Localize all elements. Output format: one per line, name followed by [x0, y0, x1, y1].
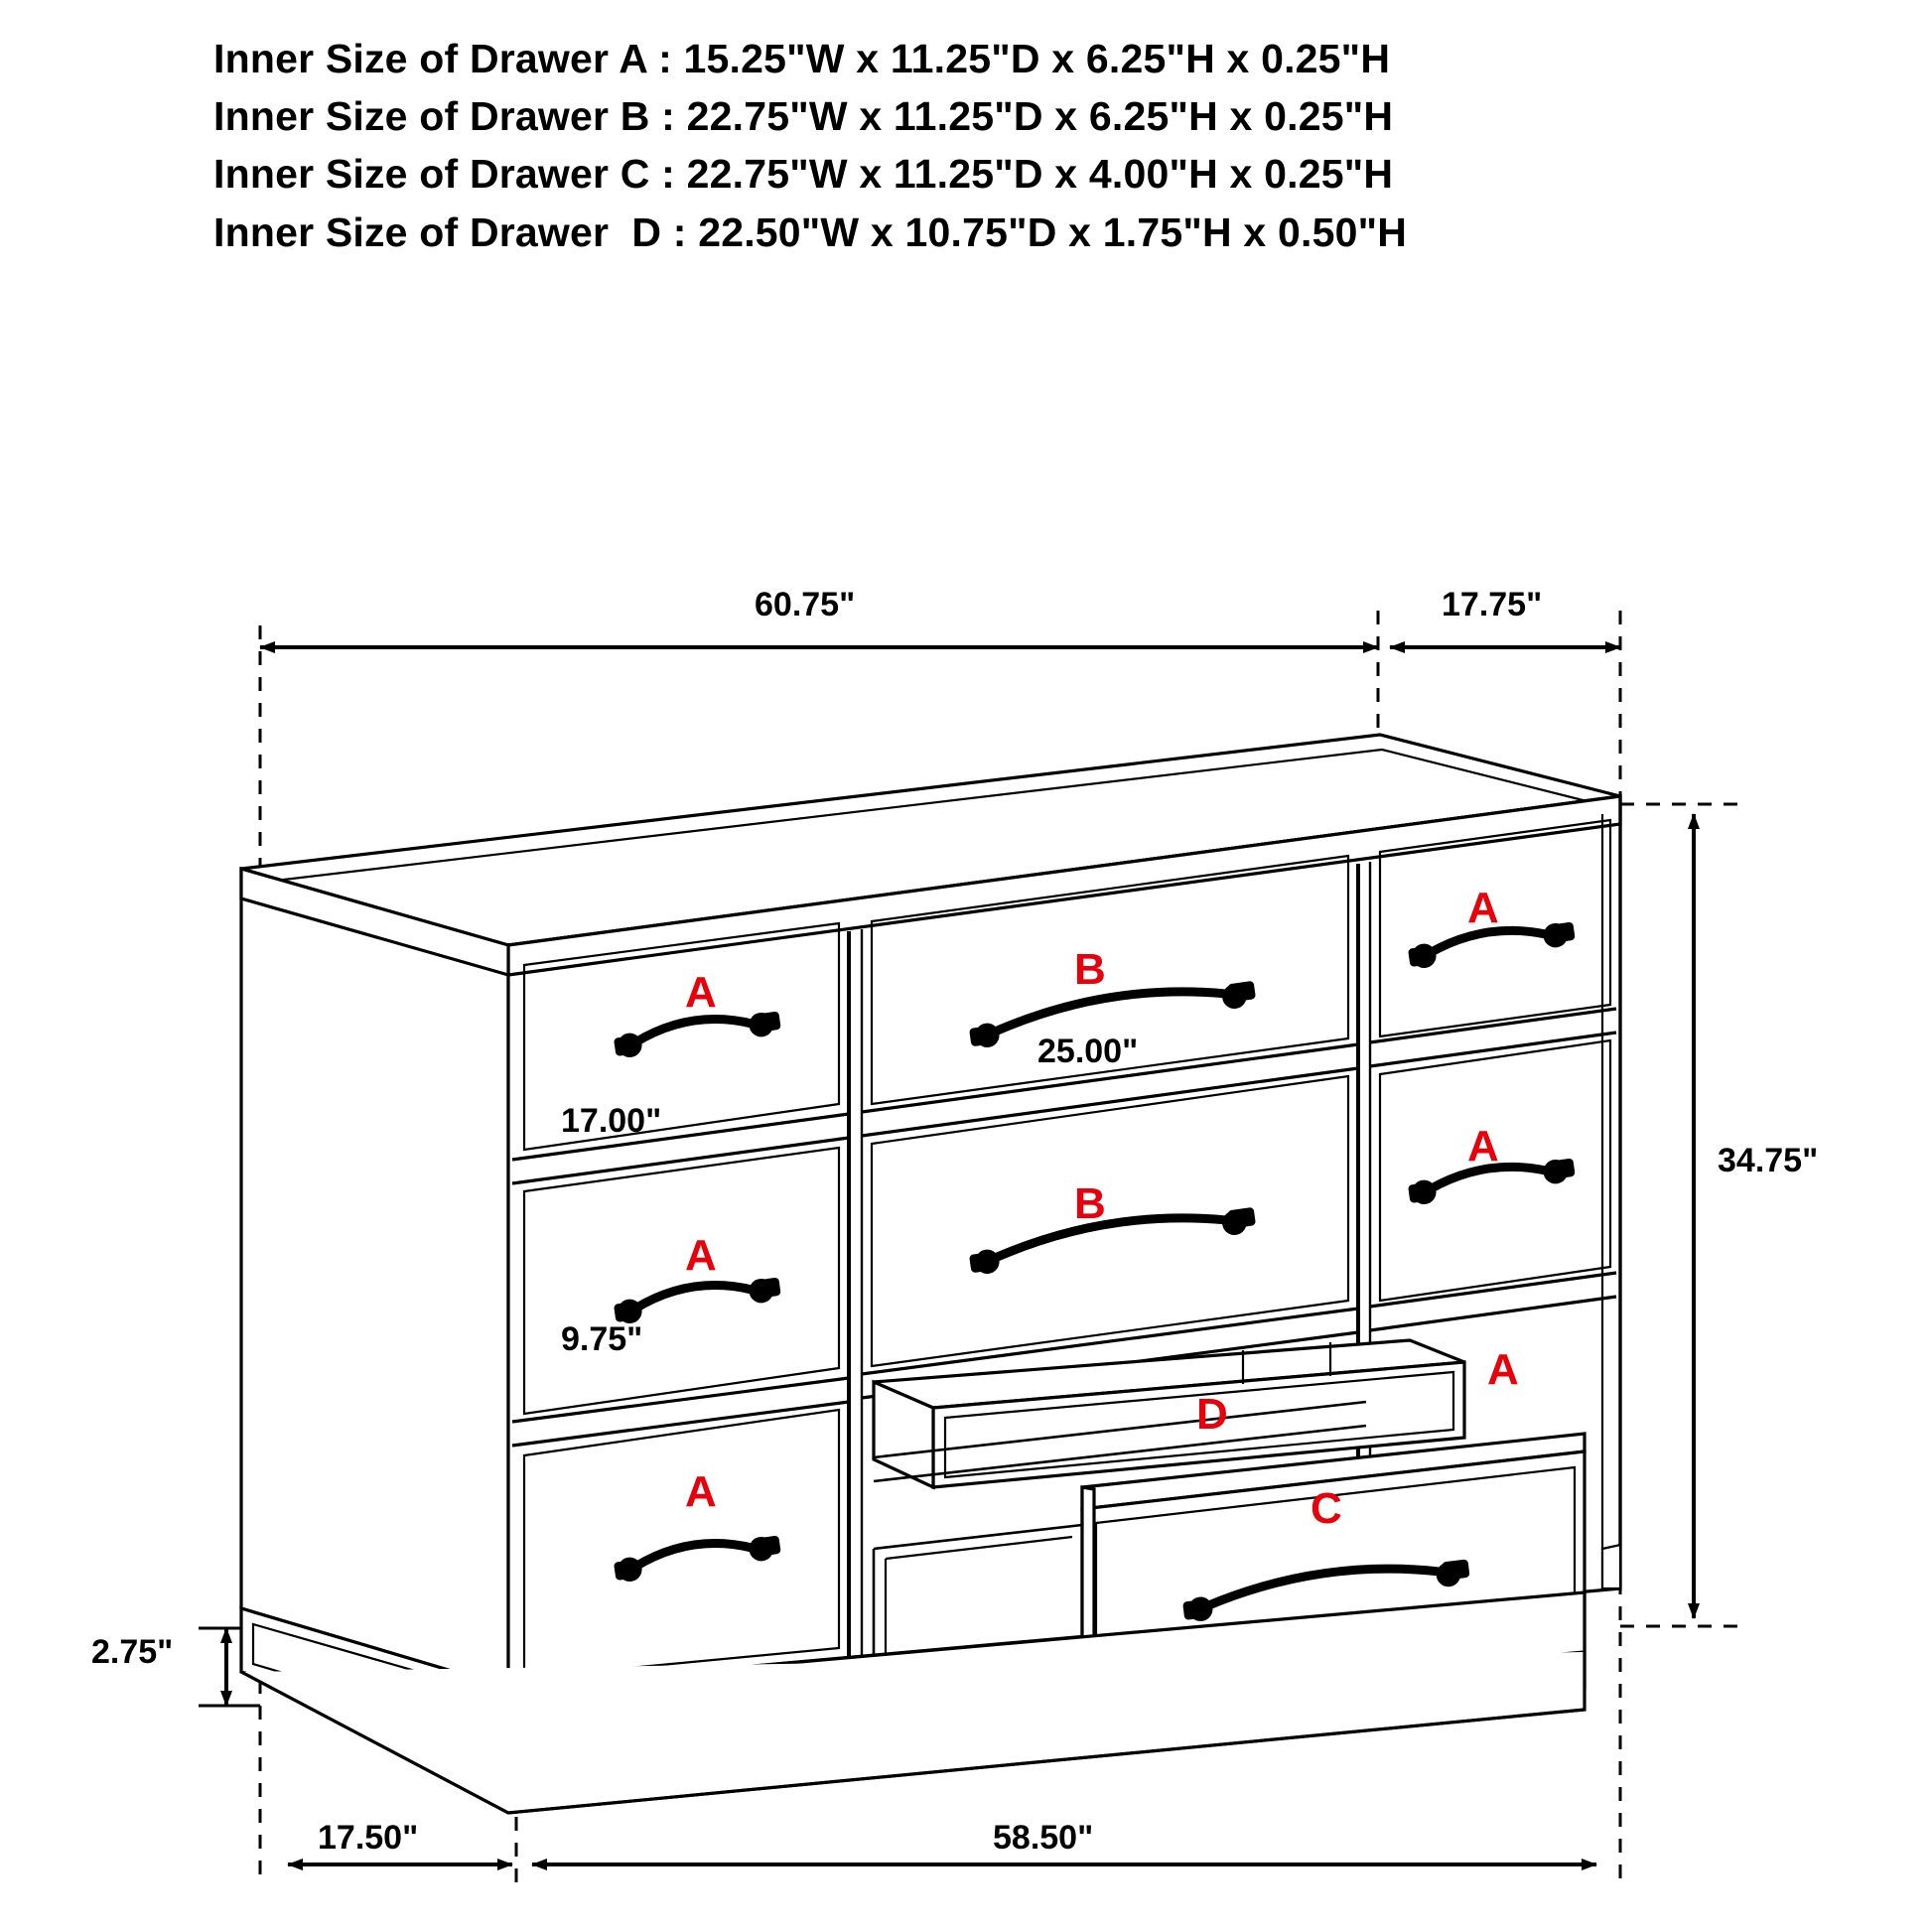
spec-line-d: Inner Size of Drawer D : 22.50"W x 10.75"D x 1.75"H x 0.50"H [213, 208, 1408, 255]
dim-right-height: 34.75" [1718, 1142, 1819, 1179]
spec-line-a: Inner Size of Drawer A : 15.25"W x 11.25"D x 6.25"H x 0.25"H [213, 36, 1391, 81]
label-drawer-left-middle: A [685, 1231, 717, 1280]
spec-line-b: Inner Size of Drawer B : 22.75"W x 11.25"D x 6.25"H x 0.25"H [213, 93, 1394, 140]
dim-inner-height: 9.75" [561, 1320, 643, 1358]
dim-top-depth: 17.75" [1442, 586, 1543, 623]
label-drawer-right-middle: A [1467, 1122, 1499, 1171]
dim-top-width: 60.75" [755, 586, 856, 623]
label-drawer-left-bottom: A [685, 1467, 717, 1516]
label-drawer-tray: D [1196, 1390, 1228, 1439]
dim-bottom-depth: 17.50" [318, 1819, 419, 1857]
spec-line-c: Inner Size of Drawer C : 22.75"W x 11.25"D x 4.00"H x 0.25"H [213, 151, 1394, 198]
label-drawer-center-top: B [1074, 945, 1106, 994]
label-drawer-center-middle: B [1074, 1179, 1106, 1228]
label-drawer-bottom-open: C [1311, 1484, 1342, 1533]
dim-base-height: 2.75" [91, 1633, 174, 1671]
label-drawer-right-top: A [1467, 884, 1499, 932]
label-drawer-left-top: A [685, 968, 717, 1017]
label-drawer-right-lower: A [1487, 1345, 1519, 1394]
dim-inner-width-large: 25.00" [1037, 1033, 1139, 1070]
dim-bottom-width: 58.50" [993, 1819, 1094, 1857]
dim-inner-width-small: 17.00" [561, 1102, 662, 1140]
